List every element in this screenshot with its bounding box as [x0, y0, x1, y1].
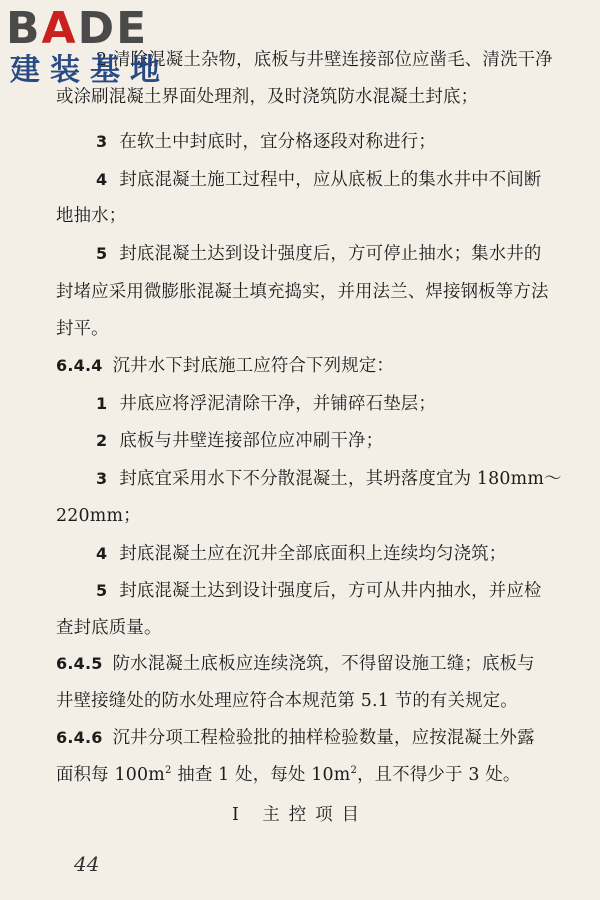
text-line: 井壁接缝处的防水处理应符合本规范第 5.1 节的有关规定。: [56, 691, 518, 711]
clause: [56, 652, 596, 676]
clause: [56, 354, 596, 378]
text-line: [56, 763, 596, 787]
logo-subtitle: 建装基地: [10, 53, 170, 88]
text-line: 220mm；: [56, 506, 141, 526]
superscript: 2: [350, 765, 358, 777]
clause-number: 6.4.6: [56, 728, 103, 747]
item-text: 封底混凝土达到设计强度后，方可从井内抽水，并应检: [119, 581, 542, 601]
list-item: [96, 542, 596, 566]
item-number: 4: [96, 544, 108, 563]
text-line: 查封底质量。: [56, 618, 162, 638]
clause-text: 沉井水下封底施工应符合下列规定：: [112, 356, 395, 376]
item-text: 封底混凝土施工过程中，应从底板上的集水井中不间断: [119, 170, 542, 190]
page-number: 44: [74, 852, 100, 876]
logo-text: B: [6, 3, 42, 54]
text-line: 封平。: [56, 319, 109, 339]
item-number: 1: [96, 394, 108, 413]
item-text: 底板与井壁连接部位应冲刷干净；: [119, 431, 384, 451]
item-text: 封底宜采用水下不分散混凝土，其坍落度宜为 180mm～: [119, 469, 562, 489]
item-number: 3: [96, 469, 108, 488]
list-item: [96, 130, 596, 154]
text-line: 2 清除混凝土杂物，底板与井壁连接部位应凿毛、清洗干净: [96, 50, 553, 70]
logo-wordmark: [6, 4, 148, 54]
item-text: 在软土中封底时，宜分格逐段对称进行；: [119, 132, 436, 152]
list-item: [96, 242, 596, 266]
list-item: [96, 579, 596, 603]
text-line: 封堵应采用微膨胀混凝土填充捣实，并用法兰、焊接钢板等方法: [56, 282, 549, 302]
clause-text: 沉井分项工程检验批的抽样检验数量，应按混凝土外露: [112, 728, 535, 748]
clause-number: 6.4.4: [56, 356, 103, 375]
item-text: 封底混凝土达到设计强度后，方可停止抽水；集水井的: [119, 244, 542, 264]
list-item: [96, 168, 596, 192]
list-item: [96, 392, 596, 416]
section-heading: Ⅰ 主控项目: [232, 805, 368, 825]
clause: [56, 726, 596, 750]
text-fragment: ，且不得少于 3 处。: [357, 765, 521, 785]
item-number: 3: [96, 132, 108, 151]
logo-accent: A: [41, 3, 78, 54]
text-fragment: 面积每 100m: [56, 765, 165, 785]
item-number: 5: [96, 581, 108, 600]
logo-text: DE: [77, 3, 149, 54]
item-number: 2: [96, 431, 108, 450]
text-line: 地抽水；: [56, 206, 127, 226]
item-text: 井底应将浮泥清除干净，并铺碎石垫层；: [119, 394, 436, 414]
text-fragment: 抽查 1 处，每处 10m: [171, 765, 351, 785]
list-item: [96, 429, 596, 453]
item-number: 4: [96, 170, 108, 189]
watermark-logo: [6, 4, 176, 100]
clause-number: 6.4.5: [56, 654, 103, 673]
clause-text: 防水混凝土底板应连续浇筑，不得留设施工缝；底板与: [112, 654, 535, 674]
item-number: 5: [96, 244, 108, 263]
superscript: 2: [164, 765, 172, 777]
item-text: 封底混凝土应在沉井全部底面积上连续均匀浇筑；: [119, 544, 507, 564]
list-item: [96, 467, 596, 491]
text-line: 或涂刷混凝土界面处理剂，及时浇筑防水混凝土封底；: [56, 87, 479, 107]
